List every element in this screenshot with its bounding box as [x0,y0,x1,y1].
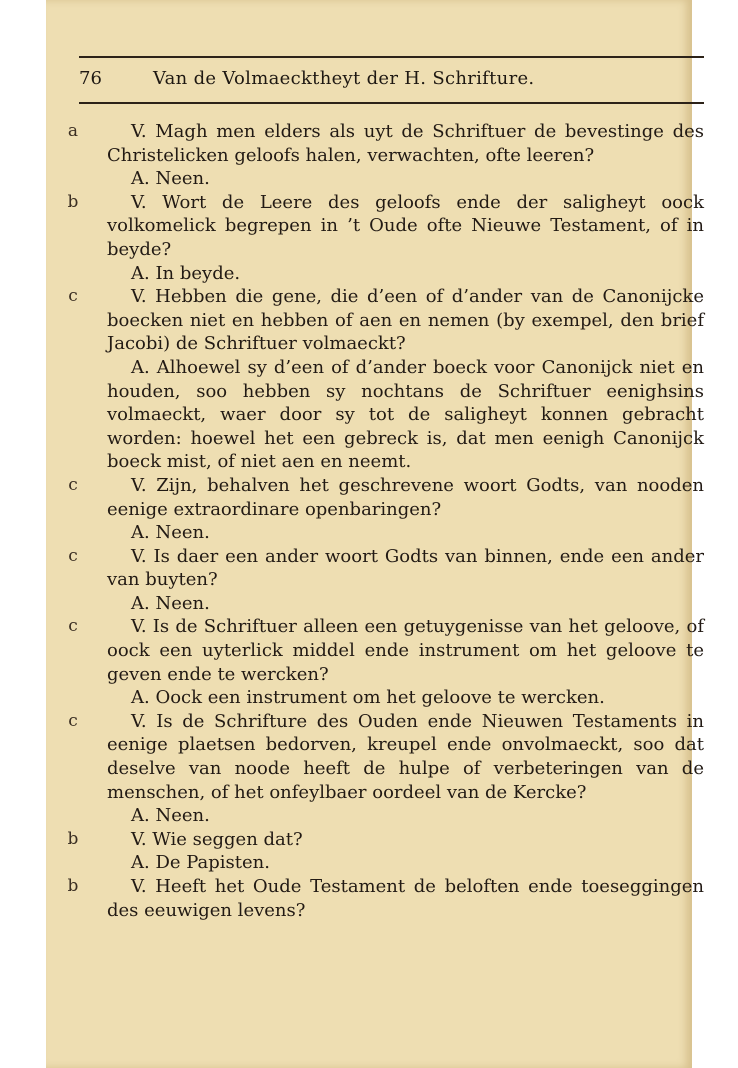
question-text: V. Is de Schrifture des Ouden ende Nieuwen Testaments in eenige plaetsen bedorven, kreupel ende onvolmaeckt, soo dat deselve van noode heeft de hulpe of verbeteringen van de menschen, of het onfeylbaer oordeel van de Kercke? [107,710,704,803]
qa-entry [68,285,704,474]
answer-text: A. Neen. [131,805,210,827]
margin-marker: b [67,828,79,849]
qa-entry [67,875,704,922]
margin-marker: a [67,121,79,141]
answer-text: A. In beyde. [131,262,241,284]
margin-marker: c [68,474,78,495]
margin-marker: b [67,876,79,896]
margin-marker: c [68,286,78,307]
question-text: V. Is de Schriftuer alleen een getuygenisse van het geloove, of oock een uyterlick middel ende instrument om het geloove te geven ende te wercken? [107,616,704,685]
question-text: V. Wort de Leere des geloofs ende der saligheyt oock volkomelick begrepen in ’t Oude ofte Nieuwe Testament, of in beyde? [107,191,704,260]
page-number: 76 [79,68,102,89]
book-page [46,0,704,1068]
qa-entry [68,474,704,545]
answer-text: A. Neen. [131,592,210,614]
question-text: V. Is daer een ander woort Godts van binnen, ende een ander van buyten? [107,545,704,591]
answer-text: A. Neen. [131,522,210,544]
question-text: V. Zijn, behalven het geschrevene woort Godts, van nooden eenige extraordinare openbaringen? [107,474,704,520]
margin-marker: b [67,191,79,212]
catechism-text [67,120,704,922]
answer-text: A. Alhoewel sy d’een of d’ander boeck voor Canonijck niet en houden, soo hebben sy nochtans de Schriftuer eenighsins volmaeckt, waer door sy tot de saligheyt konnen gebracht worden: hoewel het een gebreck is, dat men eenigh Canonijck boeck mist, of niet aen en neemt. [107,356,704,473]
qa-entry [68,710,704,828]
qa-entry [67,120,704,191]
question-text: V. Heeft het Oude Testament de beloften ende toeseggingen des eeuwigen levens? [107,876,704,921]
qa-entry [68,545,704,616]
answer-text: A. Oock een instrument om het geloove te wercken. [131,687,605,709]
question-text: V. Wie seggen dat? [131,828,303,850]
running-header [79,56,704,104]
question-text: V. Magh men elders als uyt de Schriftuer de bevestinge des Christelicken geloofs halen, verwachten, ofte leeren? [107,121,704,166]
answer-text: A. Neen. [131,168,210,190]
margin-marker: c [68,545,78,566]
page-heading: Van de Volmaecktheyt der H. Schrifture. [153,68,535,89]
qa-entry [68,615,704,709]
margin-marker: c [68,710,78,731]
qa-entry [67,191,704,285]
qa-entry [67,828,704,875]
question-text: V. Hebben die gene, die d’een of d’ander van de Canonijcke boecken niet en hebben of aen en nemen (by exempel, den brief Jacobi) de Schriftuer volmaeckt? [107,286,704,355]
margin-marker: c [68,616,78,637]
answer-text: A. De Papisten. [131,852,270,874]
